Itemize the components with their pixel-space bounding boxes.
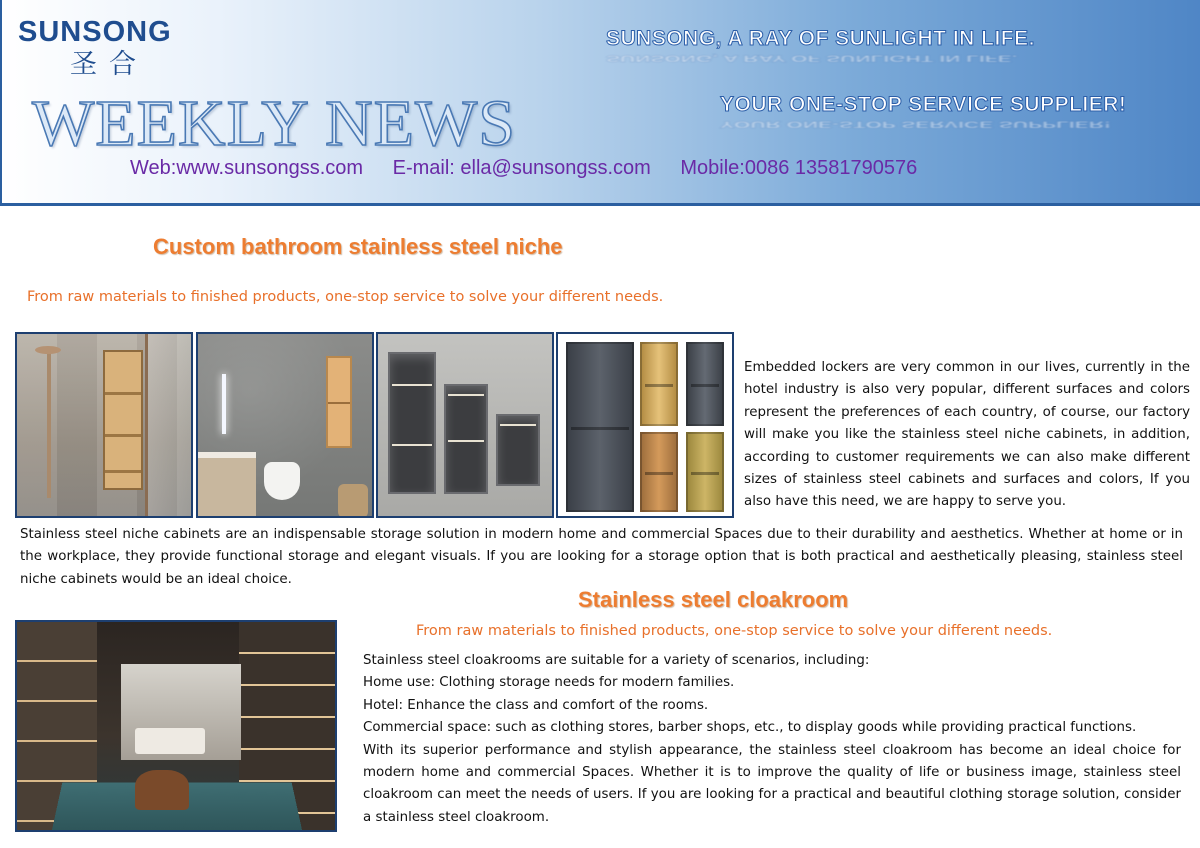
- section-niche-subtitle: From raw materials to finished products, one-stop service to solve your different needs.: [27, 289, 664, 305]
- logo-text-en: SUNSONG: [18, 16, 172, 48]
- section-niche-title: Custom bathroom stainless steel niche: [153, 234, 563, 259]
- mobile-number: Mobile:0086 13581790576: [680, 157, 918, 179]
- section-cloakroom-title: Stainless steel cloakroom: [578, 587, 849, 612]
- cloakroom-text: [363, 650, 1181, 829]
- shower-niche-photo: [15, 332, 193, 518]
- header-banner: [0, 0, 1200, 206]
- cloakroom-line: Stainless steel cloakrooms are suitable for a variety of scenarios, including:: [363, 653, 870, 668]
- niche-finishes-photo: [556, 332, 734, 518]
- slogan-sunlight-reflection: SUNSONG, A RAY OF SUNLIGHT IN LIFE.: [606, 53, 1018, 64]
- bathroom-niche-photo: [196, 332, 374, 518]
- company-logo: [18, 14, 218, 80]
- weekly-news-headline: WEEKLY NEWS: [32, 87, 516, 160]
- cloakroom-photo: [15, 620, 337, 832]
- slogan-sunlight: SUNSONG, A RAY OF SUNLIGHT IN LIFE.: [606, 27, 1035, 50]
- email-link[interactable]: E-mail: ella@sunsongss.com: [392, 157, 651, 179]
- niche-summary: Stainless steel niche cabinets are an indispensable storage solution in modern home and commercial Spaces due to their durability and aesthetics. Whether at home or in the workplace, they provide functional storage and elegant visuals. If you are looking for a storage option that is both practical and aesthetically pleasing, stainless steel niche cabinets would be an ideal choice.: [20, 527, 1183, 587]
- cloakroom-line: Commercial space: such as clothing stores, barber shops, etc., to display goods while providing practical functions.: [363, 720, 1137, 736]
- contact-line: [130, 157, 941, 180]
- black-niche-photo: [376, 332, 554, 518]
- website-link[interactable]: Web:www.sunsongss.com: [130, 157, 364, 179]
- logo-text-cn: 圣合: [70, 49, 148, 80]
- slogan-supplier-reflection: YOUR ONE-STOP SERVICE SUPPLIER!: [720, 119, 1111, 130]
- niche-description: Embedded lockers are very common in our lives, currently in the hotel industry is also very popular, different surfaces and colors represent the preferences of each country, of course, our factory will make you like the stainless steel niche cabinets, in addition, according to customer requirements we can also make different sizes of stainless steel cabinets and surfaces and colors, If you also have this need, we are happy to serve you.: [744, 360, 1190, 510]
- cloakroom-closing: With its superior performance and stylish appearance, the stainless steel cloakroom has become an ideal choice for modern home and commercial Spaces. Whether it is to improve the quality of life or business image, stainless steel cloakroom can meet the needs of users. If you are looking for a practical and beautiful clothing storage solution, consider a stainless steel cloakroom.: [363, 742, 1181, 825]
- banner-edge: [0, 0, 2, 206]
- slogan-supplier: YOUR ONE-STOP SERVICE SUPPLIER!: [720, 93, 1127, 116]
- section-cloakroom-subtitle: From raw materials to finished products, one-stop service to solve your different needs.: [416, 623, 1053, 639]
- cloakroom-line: Hotel: Enhance the class and comfort of the rooms.: [363, 697, 709, 713]
- cloakroom-line: Home use: Clothing storage needs for modern families.: [363, 675, 735, 691]
